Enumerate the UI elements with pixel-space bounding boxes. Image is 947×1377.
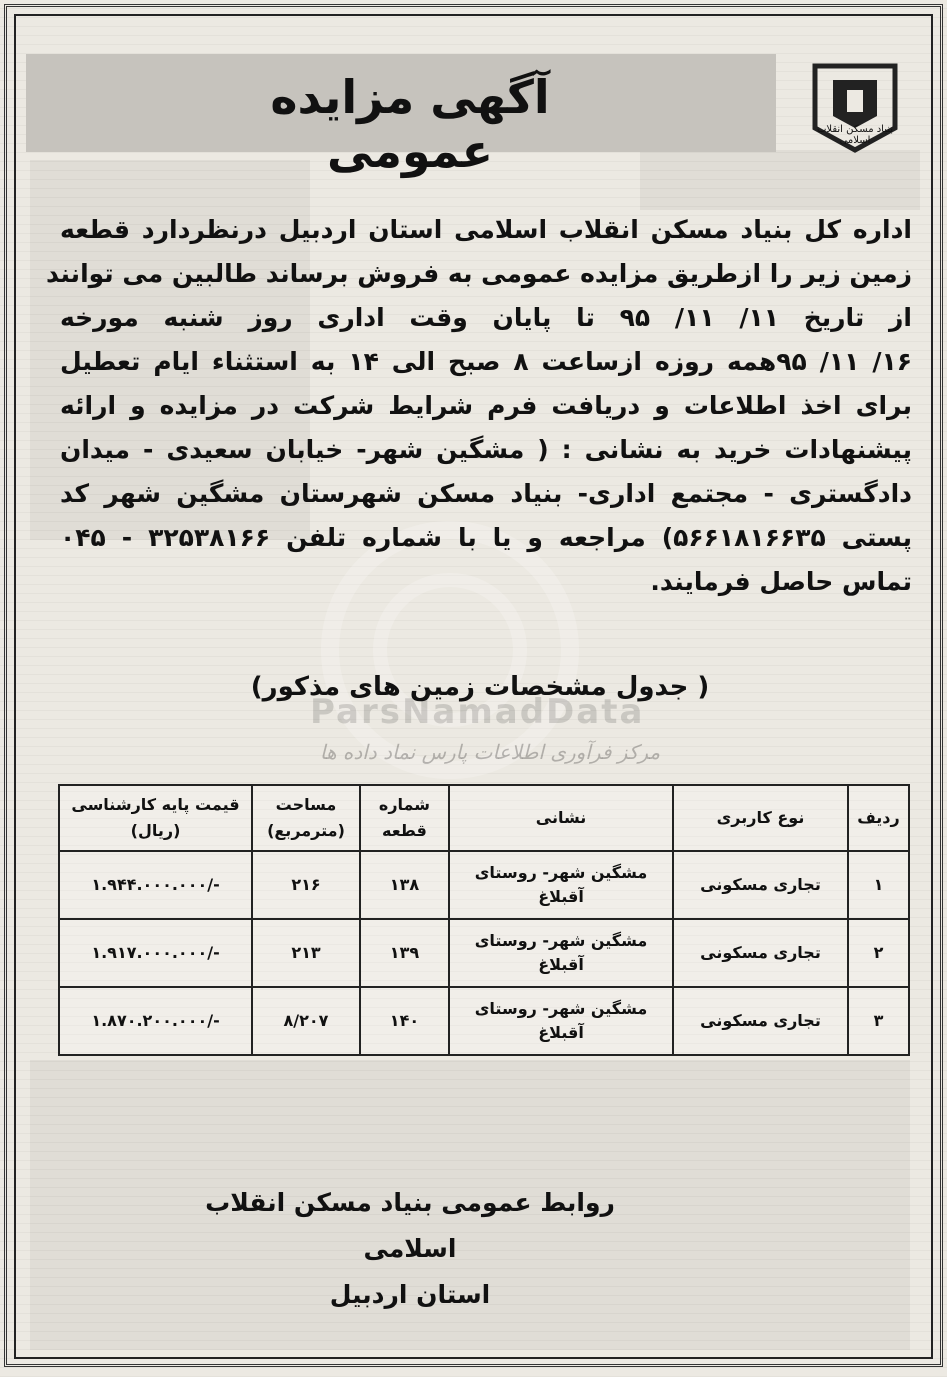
cell-price: -/۱.۹۱۷.۰۰۰.۰۰۰	[59, 919, 252, 987]
land-specs-table	[58, 784, 910, 1056]
cell-radif: ۱	[848, 851, 909, 919]
footer-line-2: استان اردبیل	[329, 1280, 491, 1309]
header-radif: ردیف	[848, 785, 909, 851]
body-line: زمین زیر را ازطریق مزایده عمومی به فروش برساند طالبین می توانند	[46, 259, 912, 288]
logo-caption: بنیاد مسکن انقلاب اسلامی	[816, 124, 894, 146]
body-line: اداره کل بنیاد مسکن انقلاب اسلامی استان اردبیل درنظردارد قطعه	[60, 215, 912, 244]
header-type: نوع کاربری	[673, 785, 848, 851]
body-line: ۱۶/ ۱۱/ ۹۵همه روزه ازساعت ۸ صبح الی ۱۴ به استثناء ایام تعطیل	[60, 347, 912, 376]
cell-type: تجاری مسکونی	[673, 919, 848, 987]
header-area: مساحت (مترمربع)	[252, 785, 360, 851]
table-header-row	[59, 785, 909, 851]
cell-address: مشگین شهر- روستای آقبلاغ	[449, 919, 673, 987]
header-address: نشانی	[449, 785, 673, 851]
cell-piece: ۱۴۰	[360, 987, 449, 1055]
header-price: قیمت پایه کارشناسی (ریال)	[59, 785, 252, 851]
cell-type: تجاری مسکونی	[673, 987, 848, 1055]
body-line: پیشنهادات خرید به نشانی : ( مشگین شهر- خیابان سعیدی - میدان	[60, 435, 912, 464]
body-line: دادگستری - مجتمع اداری- بنیاد مسکن شهرستان مشگین شهر کد	[60, 479, 912, 508]
footer-signature	[180, 1180, 640, 1318]
body-line: پستی ۵۶۶۱۸۱۶۶۳۵) مراجعه و یا با شماره تلفن ۳۲۵۳۸۱۶۶ - ۰۴۵	[60, 523, 913, 552]
page-title: آگهی مزایده عمومی	[270, 70, 550, 178]
announcement-body	[46, 208, 913, 604]
cell-address: مشگین شهر- روستای آقبلاغ	[449, 987, 673, 1055]
footer-line-1: روابط عمومی بنیاد مسکن انقلاب اسلامی	[205, 1188, 615, 1263]
cell-piece: ۱۳۸	[360, 851, 449, 919]
cell-radif: ۲	[848, 919, 909, 987]
cell-radif: ۳	[848, 987, 909, 1055]
body-line: از تاریخ ۱۱/ ۱۱/ ۹۵ تا پایان وقت اداری روز شنبه مورخه	[60, 303, 912, 332]
body-line: برای اخذ اطلاعات و دریافت فرم شرایط شرکت در مزایده و ارائه	[60, 391, 912, 420]
table-title: ( جدول مشخصات زمین های مذکور)	[250, 672, 710, 702]
header-piece: شماره قطعه	[360, 785, 449, 851]
watermark-subtitle: مرکز فرآوری اطلاعات پارس نماد داده ها	[319, 740, 661, 764]
cell-address: مشگین شهر- روستای آقبلاغ	[449, 851, 673, 919]
body-line: تماس حاصل فرمایند.	[650, 567, 912, 596]
table-row	[59, 987, 909, 1055]
cell-area: ۲۱۶	[252, 851, 360, 919]
watermark-brand: ParsNamadData	[310, 692, 645, 732]
cell-price: -/۱.۹۴۴.۰۰۰.۰۰۰	[59, 851, 252, 919]
cell-piece: ۱۳۹	[360, 919, 449, 987]
cell-area: ۸/۲۰۷	[252, 987, 360, 1055]
cell-area: ۲۱۳	[252, 919, 360, 987]
cell-price: -/۱.۸۷۰.۲۰۰.۰۰۰	[59, 987, 252, 1055]
table-row	[59, 919, 909, 987]
cell-type: تجاری مسکونی	[673, 851, 848, 919]
table-row	[59, 851, 909, 919]
